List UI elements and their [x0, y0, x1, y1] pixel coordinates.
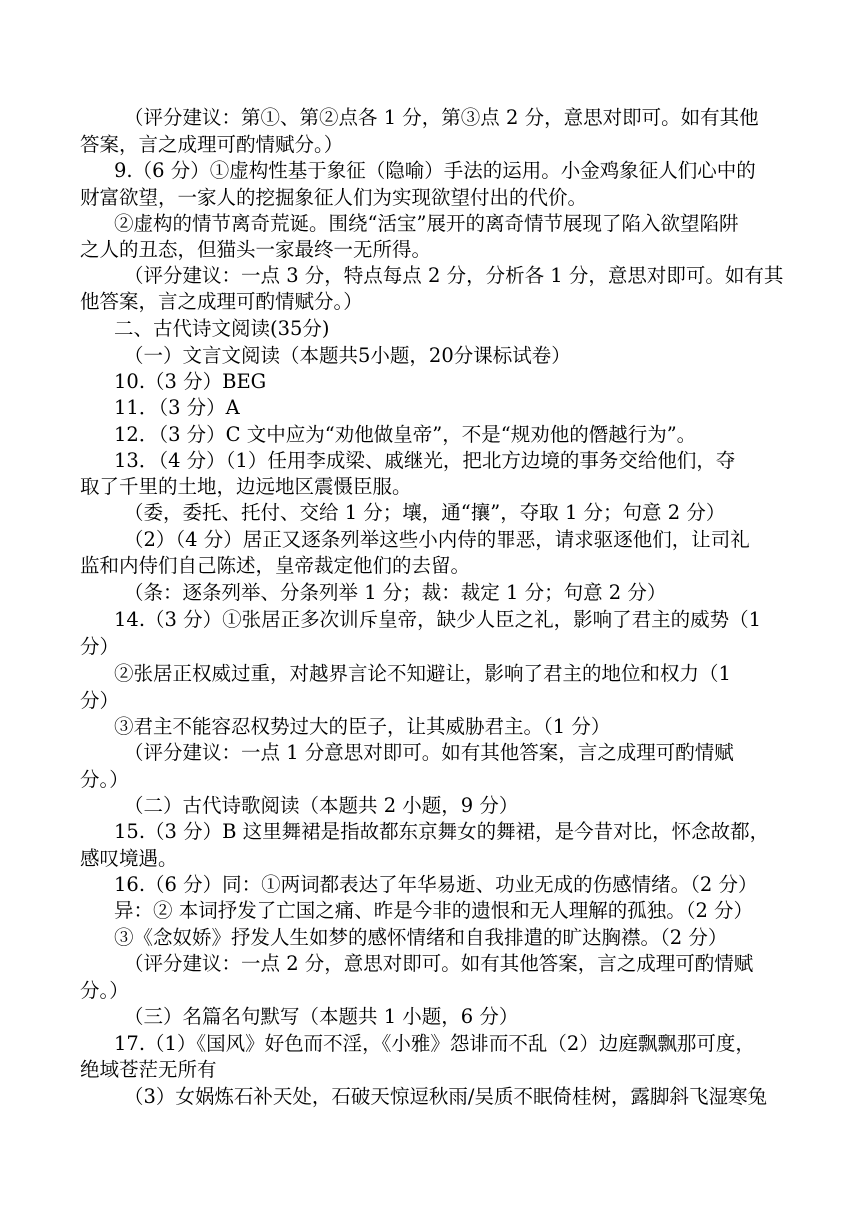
text-line: 分）: [80, 689, 120, 712]
text-line: 12．（3 分）C 文中应为“劝他做皇帝”，不是“规劝他的僭越行为”。: [114, 423, 697, 446]
text-line: （评分建议：一点 3 分，特点每点 2 分，分析各 1 分，意思对即可。如有其: [124, 264, 784, 287]
text-line: 9.（6 分）①虚构性基于象征（隐喻）手法的运用。小金鸡象征人们心中的: [114, 159, 756, 182]
text-line: （3）女娲炼石补天处，石破天惊逗秋雨/吴质不眠倚桂树，露脚斜飞湿寒兔: [124, 1085, 767, 1108]
text-line: 答案，言之成理可酌情赋分。）: [80, 133, 344, 156]
text-line: 11．（3 分）A: [114, 396, 240, 419]
section-heading: 二、古代诗文阅读(35分): [114, 317, 330, 340]
text-line: 15.（3 分）B 这里舞裙是指故都东京舞女的舞裙，是今昔对比，怀念故都，: [114, 820, 770, 843]
text-line: 取了千里的土地，边远地区震慑臣服。: [80, 475, 412, 498]
subsection-heading: （三）名篇名句默写（本题共 1 小题，6 分）: [124, 1005, 519, 1028]
text-line: 10.（3 分）BEG: [114, 370, 267, 393]
text-line: （评分建议：一点 1 分意思对即可。如有其他答案，言之成理可酌情赋: [124, 741, 734, 764]
text-line: 分。）: [80, 768, 129, 791]
text-line: 之人的丑态，但猫头一家最终一无所得。: [80, 238, 432, 261]
text-line: 绝域苍茫无所有: [80, 1058, 217, 1081]
text-line: ②虚构的情节离奇荒诞。围绕“活宝”展开的离奇情节展现了陷入欲望陷阱: [114, 212, 739, 235]
text-line: 监和内侍们自己陈述，皇帝裁定他们的去留。: [80, 554, 471, 577]
text-line: 13．（4 分）（1）任用李成梁、戚继光，把北方边境的事务交给他们，夺: [114, 449, 736, 472]
text-line: 14.（3 分）①张居正多次训斥皇帝，缺少人臣之礼，影响了君主的威势（1: [114, 608, 762, 631]
text-line: 分。）: [80, 979, 129, 1002]
text-line: ②张居正权威过重，对越界言论不知避让，影响了君主的地位和权力（1: [114, 662, 731, 685]
text-line: （条：逐条列举、分条列举 1 分；裁：裁定 1 分；句意 2 分）: [124, 581, 667, 604]
text-line: 他答案，言之成理可酌情赋分。）: [80, 290, 363, 313]
text-line: （委，委托、托付、交给 1 分；壤，通“攘”，夺取 1 分；句意 2 分）: [124, 501, 726, 524]
text-line: ③君主不能容忍权势过大的臣子，让其威胁君主。（1 分）: [114, 715, 611, 738]
text-line: （2）（4 分）居正又逐条列举这些小内侍的罪恶，请求驱逐他们，让司礼: [124, 528, 750, 551]
text-line: （评分建议：一点 2 分，意思对即可。如有其他答案，言之成理可酌情赋: [124, 952, 754, 975]
subsection-heading: （二）古代诗歌阅读（本题共 2 小题，9 分）: [124, 794, 519, 817]
text-line: 17.（1）《国风》好色而不淫，《小雅》怨诽而不乱（2）边庭飘飘那可度，: [114, 1032, 755, 1055]
text-line: （评分建议：第①、第②点各 1 分，第③点 2 分，意思对即可。如有其他: [124, 106, 759, 129]
text-line: 财富欲望，一家人的挖掘象征人们为实现欲望付出的代价。: [80, 186, 588, 209]
subsection-heading: （一）文言文阅读（本题共5小题，20分课标试卷）: [124, 344, 571, 367]
text-line: 16.（6 分）同：①两词都表达了年华易逝、功业无成的伤感情绪。（2 分）: [114, 873, 758, 896]
text-line: ③《念奴娇》抒发人生如梦的感怀情绪和自我排遣的旷达胸襟。（2 分）: [114, 926, 728, 949]
text-line: 分）: [80, 635, 120, 658]
text-line: 异：② 本词抒发了亡国之痛、昨是今非的遗恨和无人理解的孤独。（2 分）: [114, 899, 754, 922]
text-line: 感叹境遇。: [80, 847, 178, 870]
